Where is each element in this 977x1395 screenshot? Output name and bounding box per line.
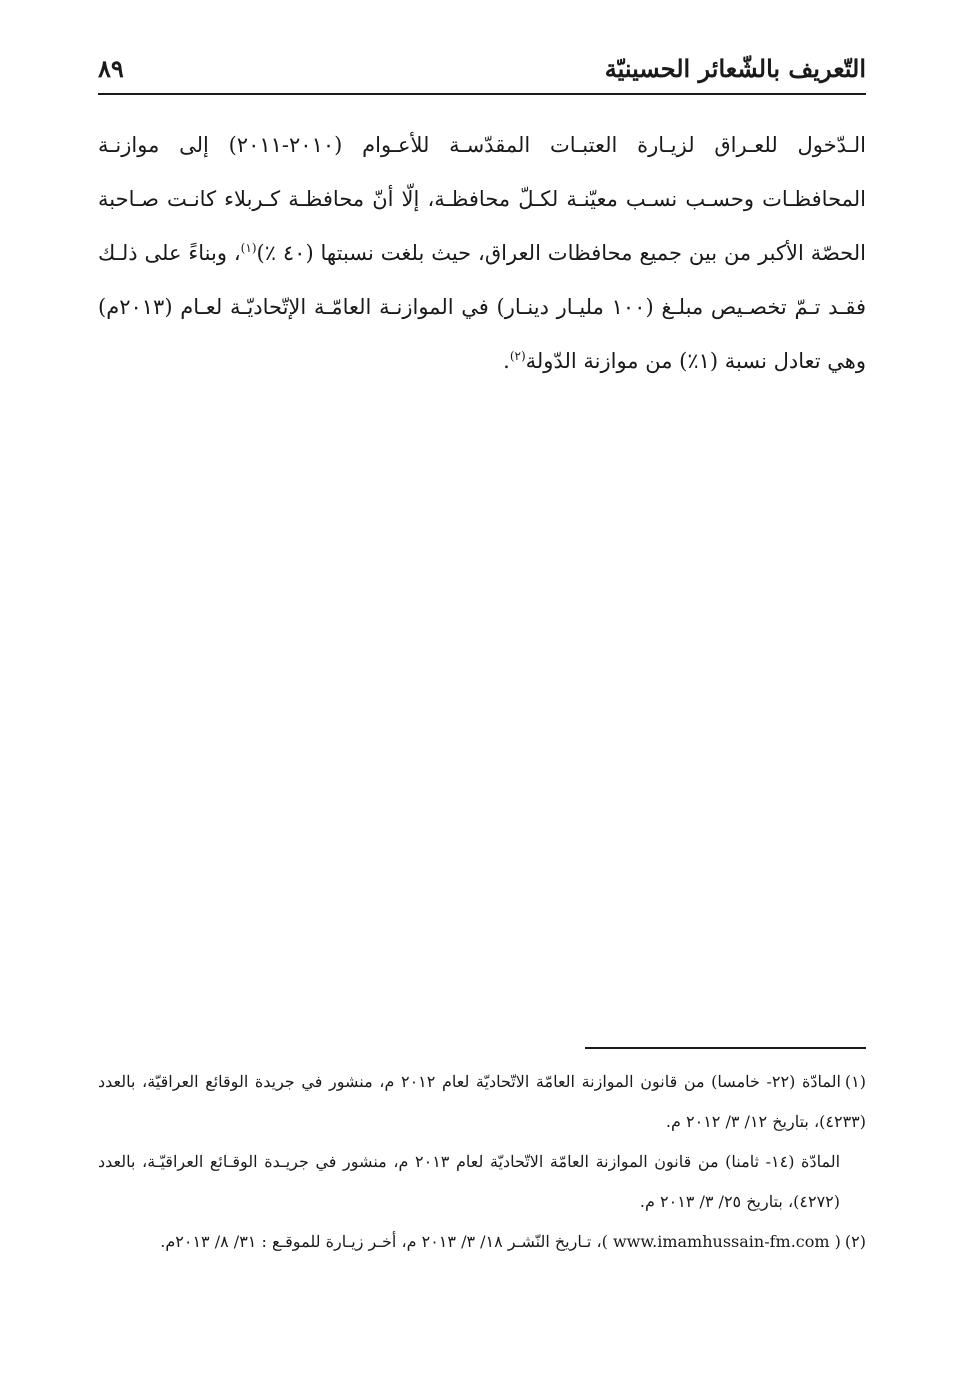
footnote-ref-1[interactable]: (١)	[240, 241, 257, 255]
footnote-2-marker: (٢)	[844, 1232, 866, 1251]
paragraph-text: الـدّخول للعـراق لزيـارة العتبـات المقدّسـة للأعـوام (٢٠١٠-٢٠١١) إلى موازنـة المحافظـات وحسـب نسـب معيّنـة لكـلّ محافظـة، إلّا أنّ محافظـة كـربلاء كانـت صـاحبة الحصّة الأكبر من بين جميع محافظات العراق، حيث بلغت نسبتها (٤٠ ٪)	[98, 133, 867, 265]
body-paragraph	[98, 118, 866, 388]
footnote-divider	[585, 1047, 866, 1049]
footnote-1-text: المادّة (٢٢- خامسا) من قانون الموازنة العامّة الاتّحاديّة لعام ٢٠١٢ م، منشور في جريدة الوقائع العراقيّة، بالعدد (٤٢٣٣)، بتاريخ ١٢/ ٣/ ٢٠١٢ م.	[98, 1072, 866, 1131]
page-number: ٨٩	[98, 54, 124, 83]
footnote-1	[98, 1062, 866, 1142]
footnotes-section	[98, 1062, 866, 1262]
running-title: التّعريف بالشّعائر الحسينيّة	[604, 54, 866, 83]
footnote-ref-2[interactable]: (٢)	[509, 349, 526, 363]
footnote-1-marker: (١)	[844, 1072, 867, 1091]
footnote-2	[98, 1222, 866, 1262]
main-text	[98, 118, 866, 388]
footnote-1-text-2: المادّة (١٤- ثامنا) من قانون الموازنة العامّة الاتّحاديّة لعام ٢٠١٣ م، منشور في جريـدة الوقـائع العراقيّـة، بالعدد (٤٢٧٢)، بتاريخ ٢٥/ ٣/ ٢٠١٣ م.	[98, 1152, 841, 1211]
paragraph-end: .	[503, 349, 510, 373]
footnote-1-continuation	[98, 1142, 866, 1222]
paragraph-text-continued: ، وبناءً على ذلـك فقـد تـمّ تخصـيص مبلـغ (١٠٠ مليـار دينـار) في الموازنـة العامّـة الإتّحاديّـة لعـام (٢٠١٣م) وهي تعادل نسبة (١٪) من موازنة الدّولة	[98, 241, 866, 373]
page-header	[98, 46, 866, 94]
header-divider	[98, 93, 866, 95]
footnote-2-text: ، تـاريخ النّشـر ١٨/ ٣/ ٢٠١٣ م، أخـر زيـارة للموقـع : ٣١/ ٨/ ٢٠١٣م.	[160, 1232, 602, 1251]
footnote-2-url[interactable]: ( www.imamhussain-fm.com )	[601, 1232, 841, 1251]
